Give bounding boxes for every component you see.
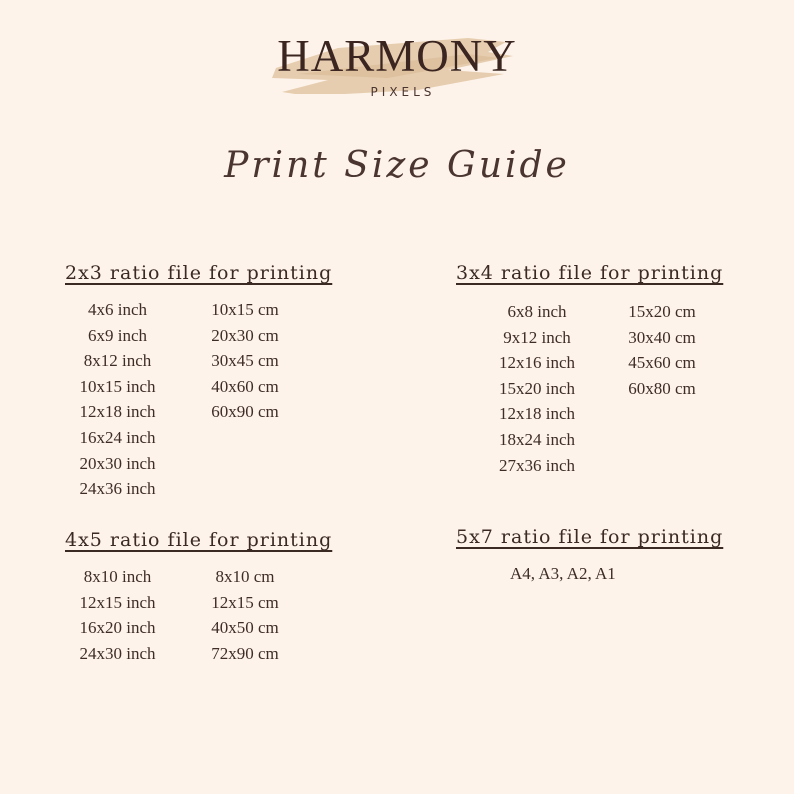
list-item: 16x20 inch	[79, 618, 156, 638]
list-item: 27x36 inch	[498, 455, 576, 475]
cm-list	[195, 297, 295, 425]
list-item: 30x45 cm	[211, 351, 279, 371]
page-title: Print Size Guide	[224, 145, 570, 186]
list-item: 12x18 inch	[498, 404, 576, 424]
section-2x3	[65, 262, 333, 499]
list-item: 15x20 inch	[498, 378, 576, 398]
list-item: 6x8 inch	[507, 302, 567, 321]
list-item: 20x30 cm	[211, 325, 279, 345]
inch-list	[476, 299, 598, 478]
section-3x4	[456, 262, 724, 475]
inch-list	[65, 564, 170, 666]
list-item: 8x10 cm	[215, 567, 275, 586]
cm-list	[612, 299, 712, 401]
list-item: 24x30 inch	[79, 643, 156, 663]
list-item: 18x24 inch	[498, 429, 576, 449]
list-item: 8x12 inch	[83, 351, 152, 371]
section-heading: 2x3 ratio file for printing	[65, 262, 333, 284]
list-item: 12x15 cm	[211, 592, 279, 612]
list-item: 40x50 cm	[211, 618, 279, 638]
list-item: 6x9 inch	[87, 325, 148, 345]
list-item: 40x60 cm	[211, 376, 279, 396]
list-item: 10x15 inch	[79, 376, 156, 396]
list-item: 8x10 inch	[83, 567, 152, 586]
list-item: 60x80 cm	[628, 378, 696, 398]
section-heading: 3x4 ratio file for printing	[456, 262, 724, 284]
list-item: 20x30 inch	[79, 453, 156, 473]
list-item: 30x40 cm	[628, 327, 696, 347]
list-item: 12x15 inch	[79, 592, 156, 612]
list-item: 12x16 inch	[498, 353, 576, 373]
section-5x7	[456, 526, 724, 583]
list-item: 72x90 cm	[211, 643, 279, 663]
list-item: 45x60 cm	[628, 353, 696, 373]
list-item: 10x15 cm	[211, 300, 279, 319]
list-item: 9x12 inch	[503, 327, 571, 347]
list-item: 16x24 inch	[79, 427, 156, 447]
cm-list	[195, 564, 295, 666]
list-item: 4x6 inch	[87, 300, 148, 319]
inch-list	[65, 297, 170, 502]
logo	[0, 0, 794, 110]
section-heading: 5x7 ratio file for printing	[456, 526, 724, 548]
list-item: 60x90 cm	[211, 402, 279, 422]
list-item: 12x18 inch	[79, 402, 156, 422]
section-4x5	[65, 529, 333, 663]
brand-subtitle: PIXELS	[370, 85, 436, 99]
section-heading: 4x5 ratio file for printing	[65, 529, 333, 551]
paper-sizes: A4, A3, A2, A1	[510, 564, 616, 583]
list-item: 24x36 inch	[79, 479, 156, 499]
list-item: 15x20 cm	[628, 302, 696, 321]
brand-name: HARMONY	[277, 31, 517, 81]
